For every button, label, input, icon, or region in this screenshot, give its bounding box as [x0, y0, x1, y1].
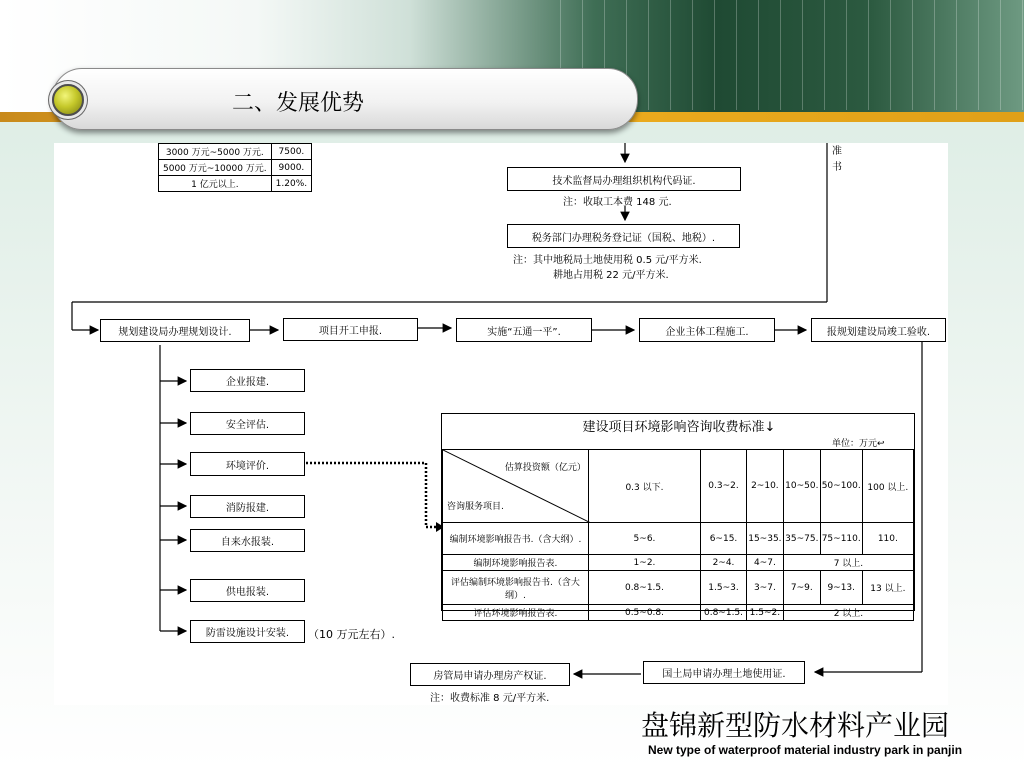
branch-fire-report: 消防报建. — [190, 495, 305, 518]
branch-enterprise-report: 企业报建. — [190, 369, 305, 392]
consult-fee-table — [441, 413, 915, 619]
table-header-row: 估算投资额（亿元） 咨询服务项目. 0.3 以下. 0.3~2. 2~10. 10~50. 50~100. 100 以上. — [443, 450, 914, 523]
corner-cell: 估算投资额（亿元） 咨询服务项目. — [443, 450, 589, 523]
consult-grid — [442, 449, 914, 621]
flow-step-construction: 企业主体工程施工. — [639, 318, 775, 342]
footer-title-en: New type of waterproof material industry park in panjin — [648, 743, 963, 757]
branch-safety-eval: 安全评估. — [190, 412, 305, 435]
house-fee-note: 注：收费标准 8 元/平方米. — [430, 693, 550, 704]
branch-lightning: 防雷设施设计安装. — [190, 620, 305, 643]
tax-box: 税务部门办理税务登记证（国税、地税）. — [507, 224, 740, 248]
tech-note: 注：收取工本费 148 元. — [563, 197, 672, 208]
house-certificate-box: 房管局申请办理房产权证. — [410, 663, 570, 686]
page-title: 二、发展优势 — [232, 91, 365, 116]
flow-step-planning: 规划建设局办理规划设计. — [100, 319, 250, 342]
table-row: 评估环境影响报告表. 0.5~0.8. 0.8~1.5. 1.5~2. 2 以上. — [443, 605, 914, 621]
tech-box: 技术监督局办理组织机构代码证. — [507, 167, 741, 191]
cut-text-bottom: 书 — [832, 162, 842, 173]
consult-table-title: 建设项目环境影响咨询收费标准↓ — [582, 420, 776, 435]
table-row: 3000 万元~5000 万元. 7500. — [159, 144, 312, 160]
tax-note-1: 注：其中地税局土地使用税 0.5 元/平方米. — [513, 255, 702, 266]
lightning-cost-note: （10 万元左右）. — [308, 628, 395, 641]
tax-note-2: 耕地占用税 22 元/平方米. — [553, 270, 669, 281]
table-row: 1 亿元以上. 1.20%. — [159, 176, 312, 192]
flow-step-acceptance: 报规划建设局竣工验收. — [811, 318, 946, 342]
branch-power-install: 供电报装. — [190, 579, 305, 602]
branch-env-eval: 环境评价. — [190, 452, 305, 476]
table-row: 评估编制环境影响报告书.（含大纲）. 0.8~1.5. 1.5~3. 3~7. 7~9. 9~13. 13 以上. — [443, 571, 914, 605]
flow-step-five-links: 实施“五通一平”. — [456, 318, 592, 342]
table-row: 5000 万元~10000 万元. 9000. — [159, 160, 312, 176]
fee-table — [158, 143, 312, 192]
cut-text-top: 准 — [832, 146, 842, 157]
flow-step-start-report: 项目开工申报. — [283, 318, 418, 341]
land-certificate-box: 国土局申请办理土地使用证. — [643, 661, 805, 684]
footer-title-cn: 盘锦新型防水材料产业园 — [641, 709, 950, 742]
consult-table-unit: 单位：万元↩ — [832, 439, 885, 449]
table-row: 编制环境影响报告书.（含大纲）. 5~6. 6~15. 15~35. 35~75. 75~110. 110. — [443, 523, 914, 555]
table-row: 编制环境影响报告表. 1~2. 2~4. 4~7. 7 以上. — [443, 555, 914, 571]
branch-water-install: 自来水报装. — [190, 529, 305, 552]
